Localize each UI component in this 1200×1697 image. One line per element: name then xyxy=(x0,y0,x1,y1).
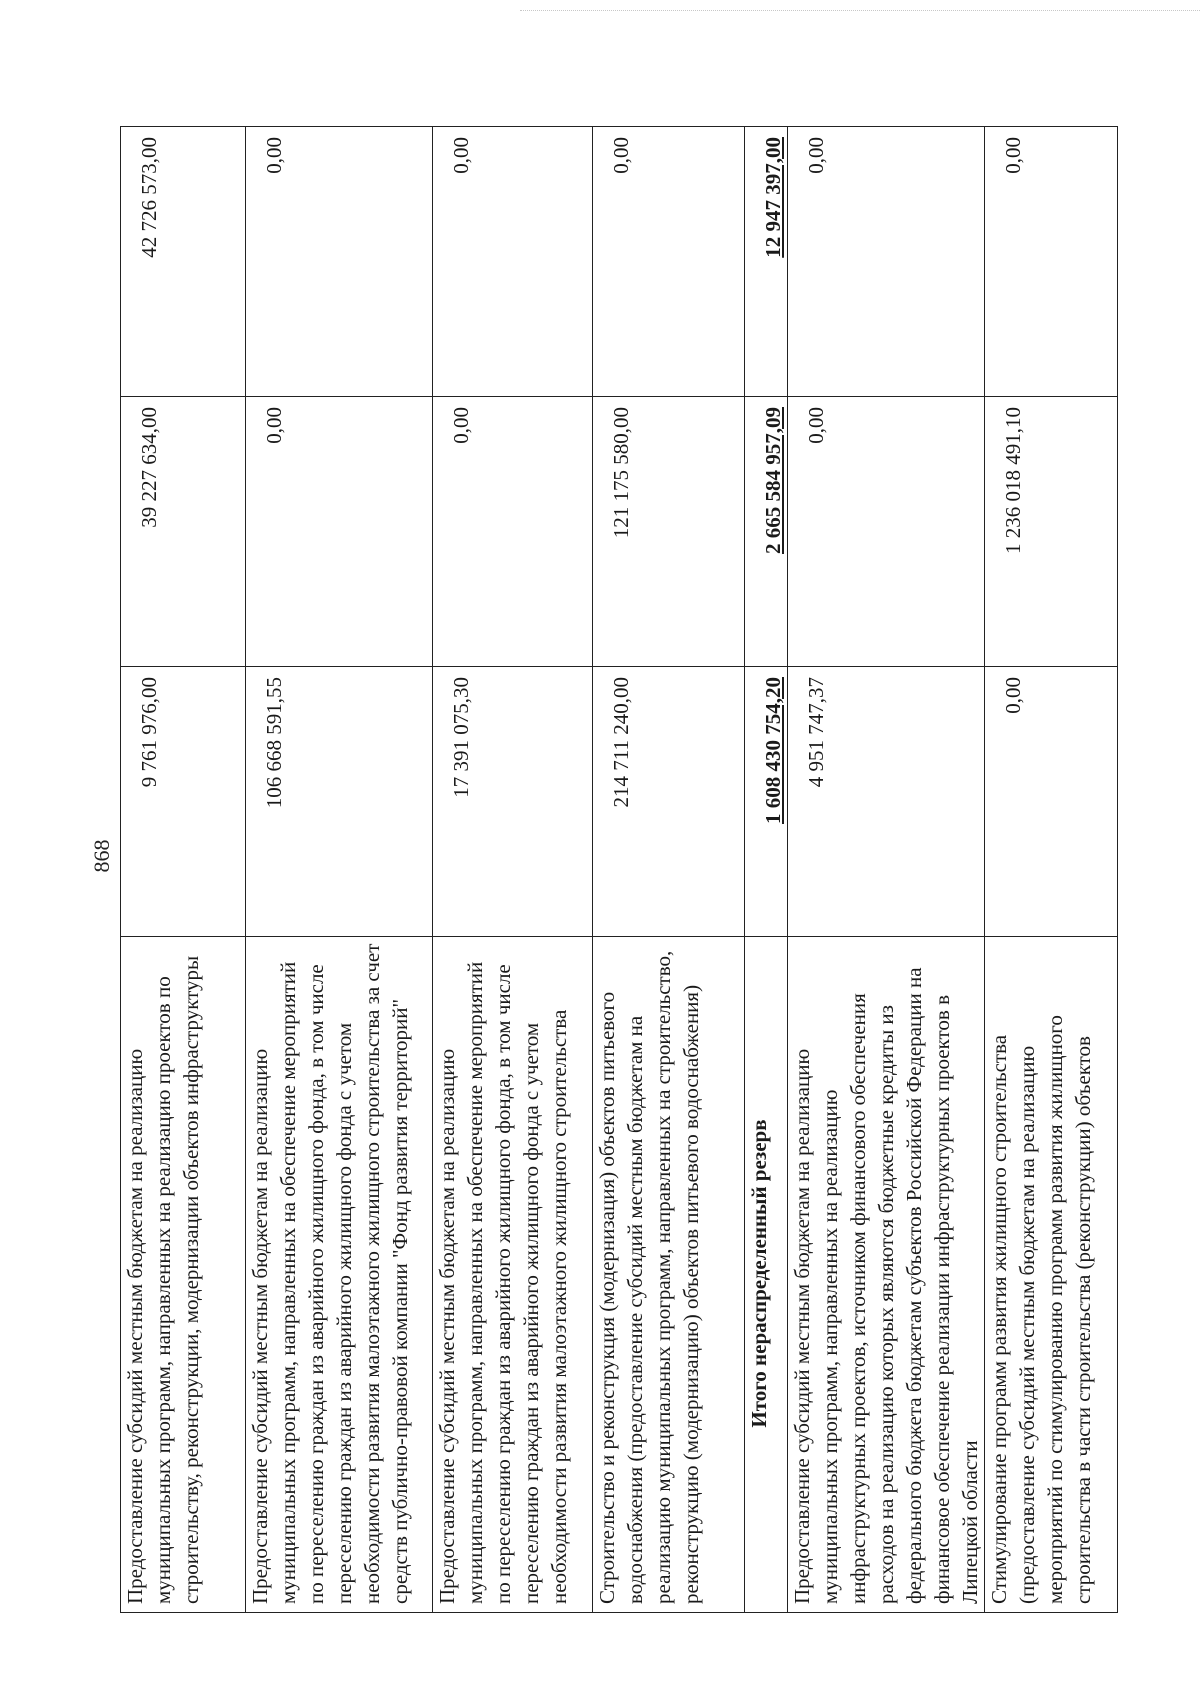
page-number: 868 xyxy=(89,839,114,873)
total-amount-1: 1 608 430 754,20 xyxy=(745,667,788,937)
row-amount-1: 17 391 075,30 xyxy=(433,667,593,937)
total-label: Итого нераспределенный резерв xyxy=(745,937,788,1613)
row-amount-3: 0,00 xyxy=(246,127,433,397)
total-amount-3: 12 947 397,00 xyxy=(745,127,788,397)
row-description: Предоставление субсидий местным бюджетам на реализацию муниципальных программ, направленных на обеспечение мероприятий по переселению граждан из аварийного жилищного фонда, в том числе переселению граждан из аварийного жилищного фонда с учетом необходимости развития малоэтажного жилищного строительства за счет средств публично-правовой компании "Фонд развития территорий" xyxy=(246,937,433,1613)
row-amount-1: 214 711 240,00 xyxy=(593,667,745,937)
row-description: Предоставление субсидий местным бюджетам на реализацию муниципальных программ, направленных на реализацию проектов по строительству, реконструкции, модернизации объектов инфраструктуры xyxy=(121,937,246,1613)
row-amount-3: 0,00 xyxy=(788,127,985,397)
table-row xyxy=(593,127,745,1613)
row-amount-1: 4 951 747,37 xyxy=(788,667,985,937)
row-amount-1: 0,00 xyxy=(985,667,1118,937)
row-amount-2: 0,00 xyxy=(246,397,433,667)
row-description: Предоставление субсидий местным бюджетам на реализацию муниципальных программ, направленных на реализацию инфраструктурных проектов, источником финансового обеспечения расходов на реализацию которых являются бюджетные кредиты из федерального бюджета бюджетам субъектов Российской Федерации на финансовое обеспечение реализации инфраструктурных проектов в Липецкой области xyxy=(788,937,985,1613)
row-description: Предоставление субсидий местным бюджетам на реализацию муниципальных программ, направленных на обеспечение мероприятий по переселению граждан из аварийного жилищного фонда, в том числе переселению граждан из аварийного жилищного фонда с учетом необходимости развития малоэтажного жилищного строительства xyxy=(433,937,593,1613)
rotated-page-content xyxy=(120,126,1095,1613)
total-row xyxy=(745,127,788,1613)
row-amount-3: 0,00 xyxy=(593,127,745,397)
row-amount-2: 1 236 018 491,10 xyxy=(985,397,1118,667)
table-row xyxy=(788,127,985,1613)
table-row xyxy=(121,127,246,1613)
row-amount-3: 0,00 xyxy=(433,127,593,397)
row-amount-1: 106 668 591,55 xyxy=(246,667,433,937)
row-amount-2: 39 227 634,00 xyxy=(121,397,246,667)
table-row xyxy=(433,127,593,1613)
table-row xyxy=(985,127,1118,1613)
row-amount-3: 42 726 573,00 xyxy=(121,127,246,397)
row-amount-2: 0,00 xyxy=(433,397,593,667)
row-description: Строительство и реконструкция (модернизация) объектов питьевого водоснабжения (предоставление субсидий местным бюджетам на реализацию муниципальных программ, направленных на строительство, реконструкцию (модернизацию) объектов питьевого водоснабжения) xyxy=(593,937,745,1613)
row-amount-2: 0,00 xyxy=(788,397,985,667)
row-amount-3: 0,00 xyxy=(985,127,1118,397)
row-amount-1: 9 761 976,00 xyxy=(121,667,246,937)
total-amount-2: 2 665 584 957,09 xyxy=(745,397,788,667)
table-row xyxy=(246,127,433,1613)
row-description: Стимулирование программ развития жилищного строительства (предоставление субсидий местным бюджетам на реализацию мероприятий по стимулированию программ развития жилищного строительства в части строительства (реконструкции) объектов xyxy=(985,937,1118,1613)
budget-table xyxy=(120,126,1118,1613)
scan-edge xyxy=(520,10,1200,11)
row-amount-2: 121 175 580,00 xyxy=(593,397,745,667)
